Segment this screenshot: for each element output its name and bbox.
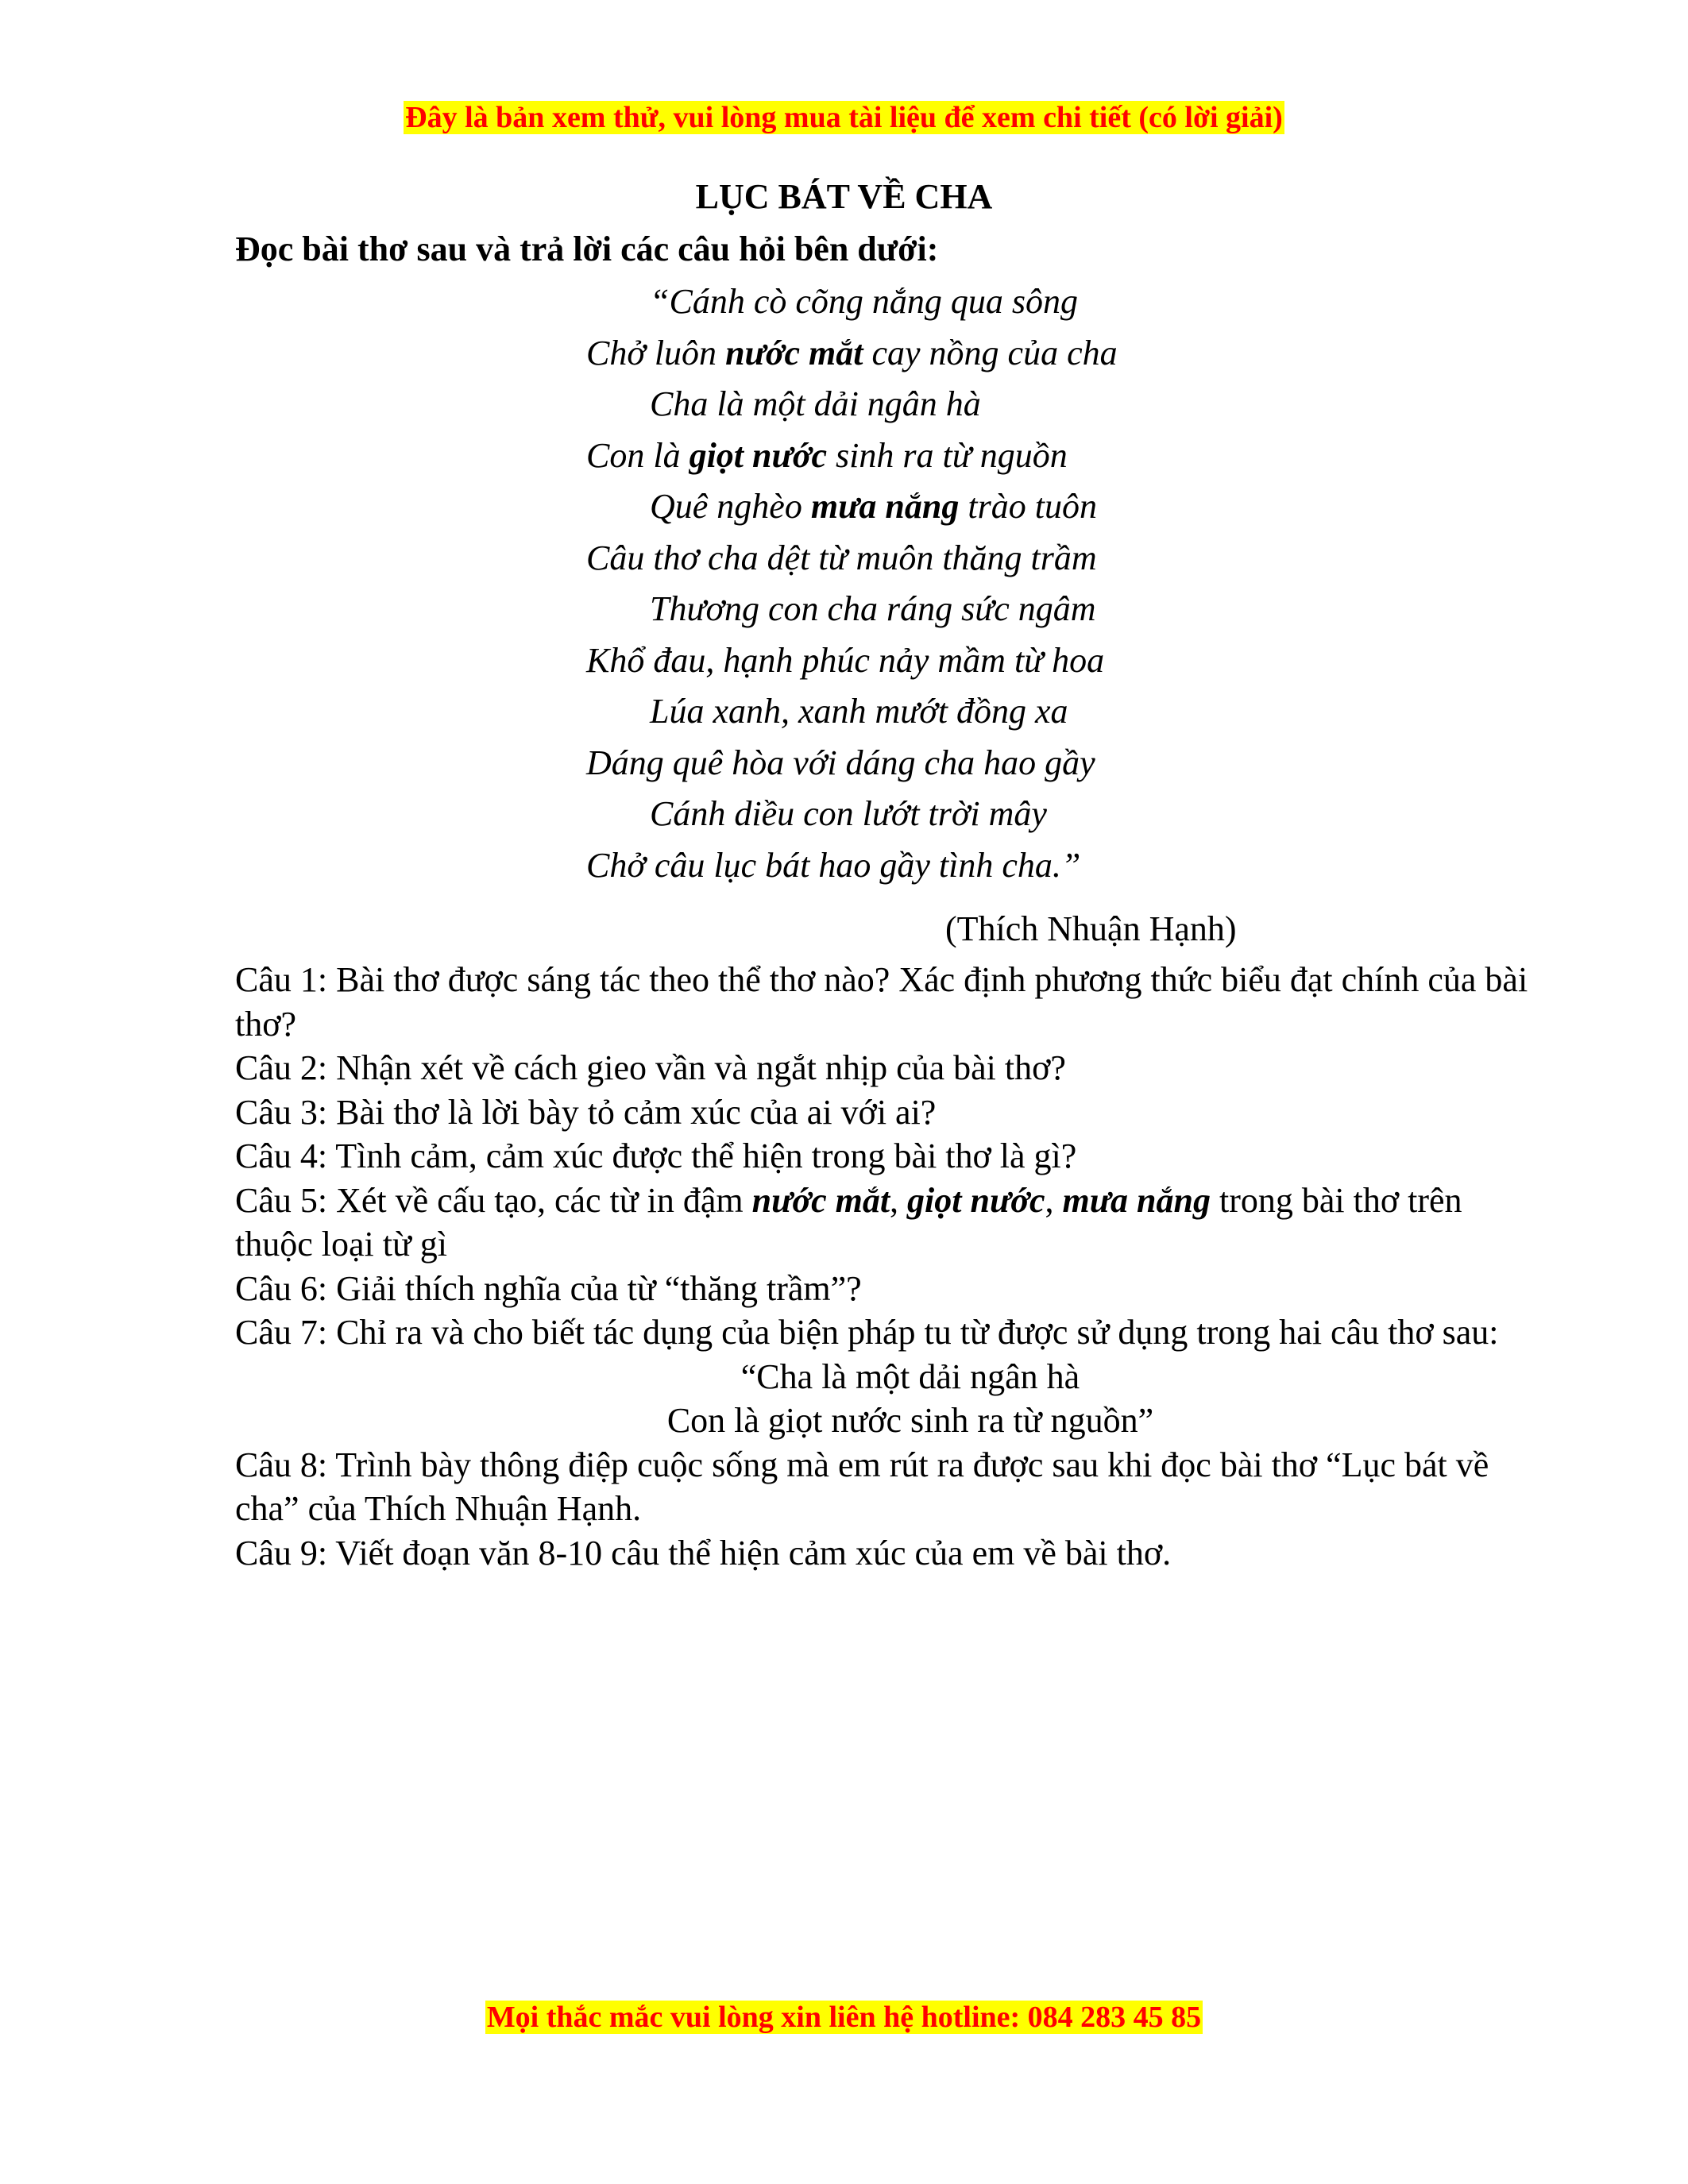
poem-line-2-part: cay nồng của cha <box>863 333 1118 372</box>
poem-line-3: Cha là một dải ngân hà <box>650 384 981 423</box>
bold-word-nuoc-mat: nước mắt <box>725 333 863 372</box>
question-5-part: , <box>1045 1180 1063 1220</box>
question-7-quote-line-2: Con là giọt nước sinh ra từ nguồn” <box>666 1401 1154 1440</box>
question-9: Câu 9: Viết đoạn văn 8-10 câu thể hiện cảm xúc của em về bài thơ. <box>235 1533 1172 1572</box>
poem-line-2 <box>586 328 1118 380</box>
poem-line-1: “Cánh cò cõng nắng qua sông <box>650 282 1078 321</box>
poem-author: (Thích Nhuận Hạnh) <box>945 909 1237 948</box>
question-1: Câu 1: Bài thơ được sáng tác theo thể thơ nào? Xác định phương thức biểu đạt chính của bài thơ? <box>235 960 1528 1044</box>
poem-line-5-part: Quê nghèo <box>650 487 811 526</box>
question-7-quote-line-1: “Cha là một dải ngân hà <box>740 1356 1080 1396</box>
question-5 <box>235 1179 1538 1267</box>
question-7: Câu 7: Chỉ ra và cho biết tác dụng của biện pháp tu từ được sử dụng trong hai câu thơ sau: <box>235 1313 1499 1352</box>
question-2: Câu 2: Nhận xét về cách gieo vần và ngắt nhịp của bài thơ? <box>235 1048 1066 1087</box>
bold-word-giot-nuoc: giọt nước <box>689 435 827 475</box>
question-8: Câu 8: Trình bày thông điệp cuộc sống mà em rút ra được sau khi đọc bài thơ “Lục bát về cha” của Thích Nhuận Hạnh. <box>235 1445 1489 1528</box>
poem-line-8: Khổ đau, hạnh phúc nảy mầm từ hoa <box>586 640 1105 680</box>
poem-line-10: Dáng quê hòa với dáng cha hao gầy <box>586 743 1095 782</box>
document-title: LỤC BÁT VỀ CHA <box>695 177 993 216</box>
question-6: Câu 6: Giải thích nghĩa của từ “thăng trầm”? <box>235 1268 862 1308</box>
poem-line-4 <box>586 430 1118 482</box>
preview-notice-text: Đây là bản xem thử, vui lòng mua tài liệu để xem chi tiết (có lời giải) <box>405 101 1283 134</box>
poem-line-7: Thương con cha ráng sức ngâm <box>650 589 1096 628</box>
poem-line-9: Lúa xanh, xanh mướt đồng xa <box>650 692 1068 731</box>
bold-italic-mua-nang: mưa nắng <box>1062 1180 1211 1220</box>
contact-hotline-text: Mọi thắc mắc vui lòng xin liên hệ hotline: 084 283 45 85 <box>486 2001 1202 2034</box>
poem-line-6: Câu thơ cha dệt từ muôn thăng trầm <box>586 538 1097 577</box>
poem <box>586 276 1118 891</box>
question-5-part: , <box>890 1180 908 1220</box>
bold-italic-giot-nuoc: giọt nước <box>907 1180 1045 1220</box>
contact-banner <box>0 1998 1688 2036</box>
question-4: Câu 4: Tình cảm, cảm xúc được thể hiện trong bài thơ là gì? <box>235 1136 1077 1175</box>
question-list <box>235 958 1538 1575</box>
poem-line-4-part: sinh ra từ nguồn <box>827 435 1068 475</box>
poem-line-2-part: Chở luôn <box>586 333 726 372</box>
question-5-part: trong bài thơ trên thuộc loại từ gì <box>235 1180 1462 1264</box>
poem-line-5-part: trào tuôn <box>959 487 1097 526</box>
question-5-part: Câu 5: Xét về cấu tạo, các từ in đậm <box>235 1180 752 1220</box>
question-3: Câu 3: Bài thơ là lời bày tỏ cảm xúc của ai với ai? <box>235 1092 937 1132</box>
preview-notice-banner <box>0 98 1688 137</box>
poem-line-4-part: Con là <box>586 435 689 475</box>
reading-instruction: Đọc bài thơ sau và trả lời các câu hỏi bên dưới: <box>235 230 939 268</box>
poem-line-12: Chở câu lục bát hao gầy tình cha.” <box>586 845 1081 885</box>
poem-line-11: Cánh diều con lướt trời mây <box>650 794 1047 833</box>
bold-italic-nuoc-mat: nước mắt <box>751 1180 890 1220</box>
bold-word-mua-nang: mưa nắng <box>810 487 960 526</box>
poem-line-5 <box>586 481 1118 533</box>
